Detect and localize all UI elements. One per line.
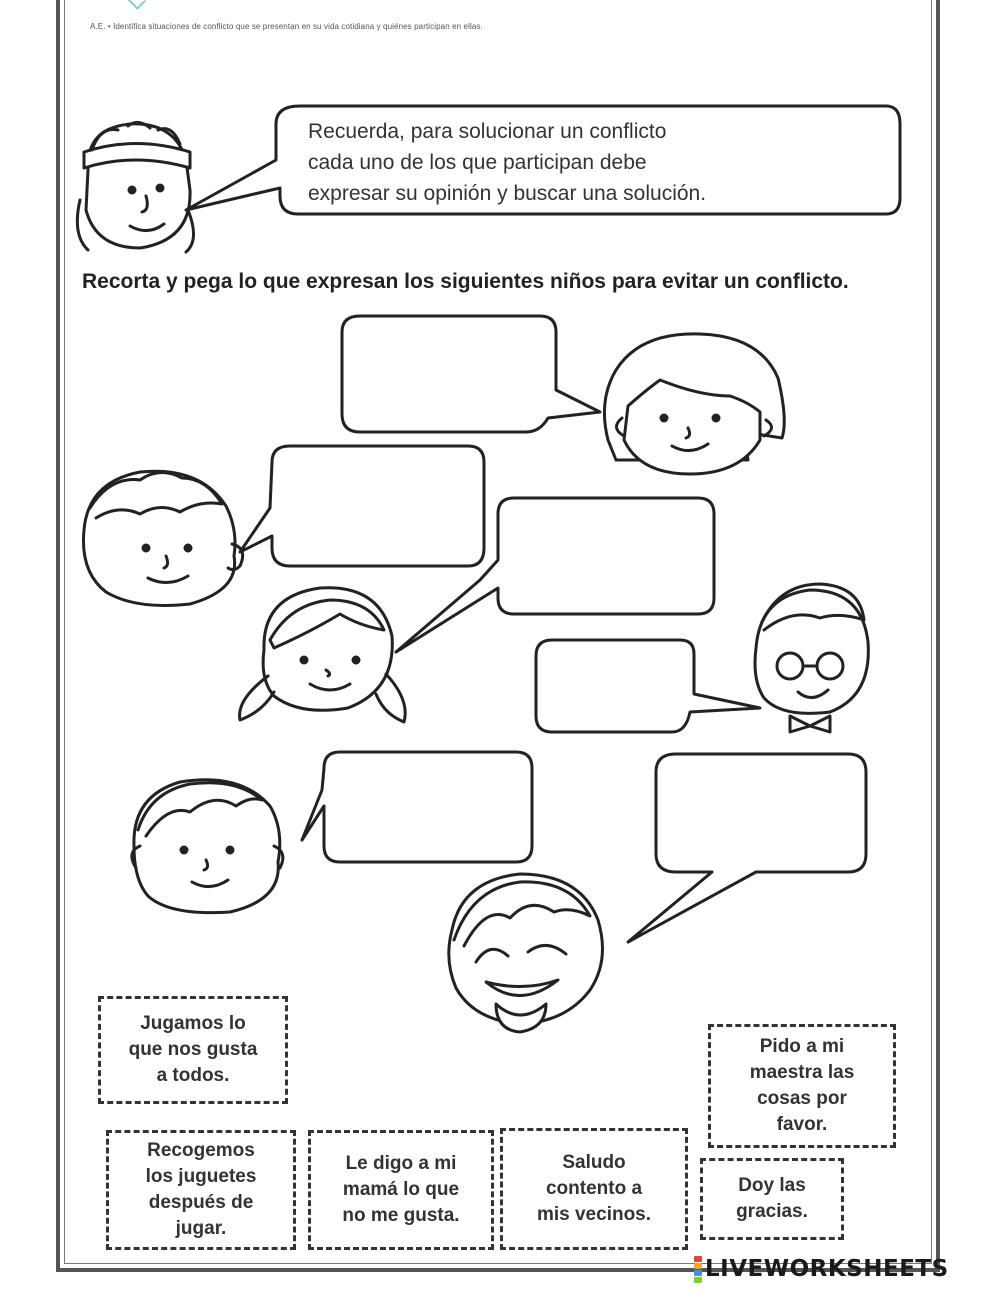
reminder-line: cada uno de los que participan debe [308,151,647,174]
cutout-text: Pido a mi maestra las cosas por favor. [749,1036,855,1135]
boy-glasses-icon [755,584,868,732]
cutout-card-pido[interactable] [708,1024,896,1148]
cutout-card-saludo[interactable] [500,1128,688,1250]
drop-zone-girl-pigtails[interactable] [512,512,700,600]
brand-name: LIVEWORKSHEETS [705,1256,949,1282]
learning-objective: A.E. • Identifica situaciones de conflicto que se presentan en su vida cotidiana y quiénes participan en ellas. [90,22,483,31]
boy-messy-hair-icon [83,471,242,605]
boy-bottom-icon [449,874,603,1032]
reminder-line: expresar su opinión y buscar una solución. [308,182,707,205]
liveworksheets-brand [694,1254,949,1284]
drop-zone-girl-top-right[interactable] [356,330,542,418]
reminder-line: Recuerda, para solucionar un conflicto [308,120,667,143]
boy-left-icon [132,780,283,913]
cutout-text: Doy las gracias. [736,1175,808,1222]
drop-zone-boy-messy-hair[interactable] [286,460,470,552]
instruction-heading: Recorta y pega lo que expresan los siguientes niños para evitar un conflicto. [82,270,849,293]
cutout-card-jugamos[interactable] [98,996,288,1104]
drop-zone-boy-bottom[interactable] [670,768,852,858]
reminder-text [308,116,706,209]
cutout-card-doy-las-gracias[interactable] [700,1158,844,1240]
cutout-text: Le digo a mi mamá lo que no me gusta. [342,1153,460,1226]
girl-face-icon [604,334,784,474]
drop-zone-boy-glasses[interactable] [550,652,682,718]
cutout-text: Recogemos los juguetes después de jugar. [145,1140,257,1239]
liveworksheets-logo-icon [694,1256,702,1283]
headband-child-icon [77,122,193,252]
drop-zone-boy-left[interactable] [338,766,518,848]
cutout-card-le-digo[interactable] [308,1130,494,1250]
cutout-text: Saludo contento a mis vecinos. [536,1152,652,1225]
cutout-text: Jugamos lo que nos gusta a todos. [128,1013,258,1086]
cutout-card-recogemos[interactable] [106,1130,296,1250]
girl-pigtails-icon [240,588,406,722]
